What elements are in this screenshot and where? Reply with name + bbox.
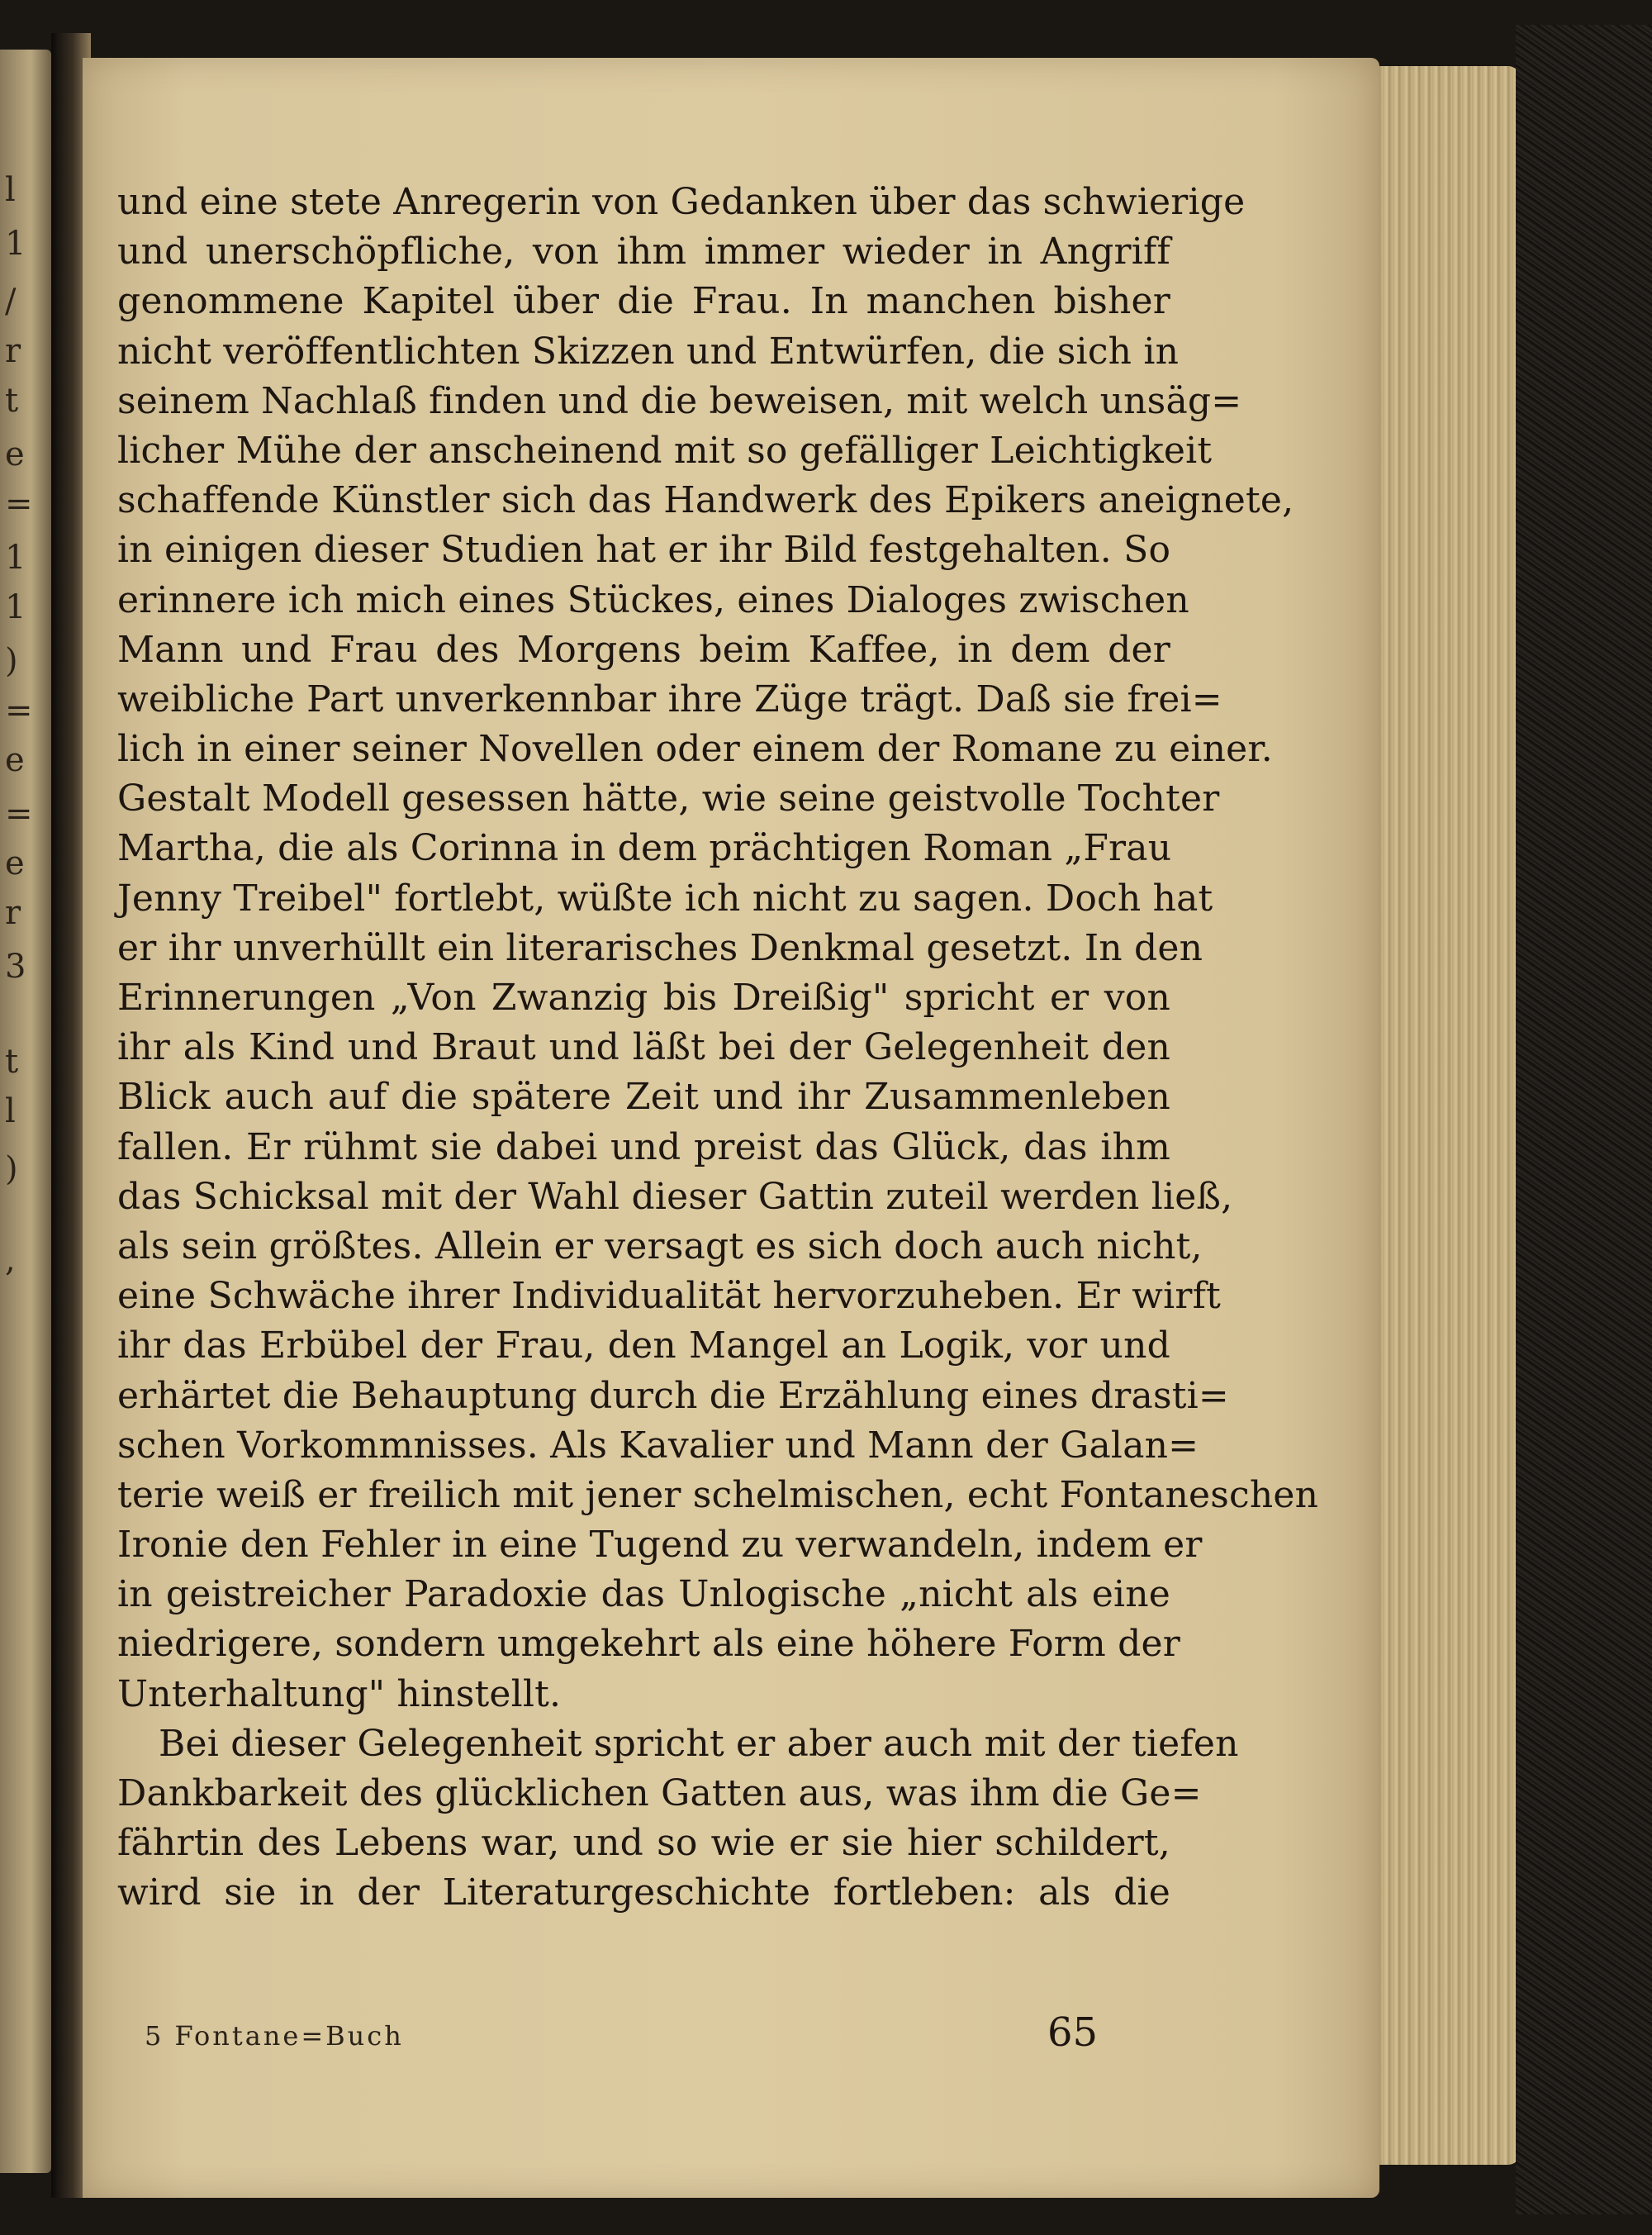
text-line: Jenny Treibel" fortlebt, wüßte ich nicht zu sagen. Doch hat (117, 877, 1213, 920)
text-line: ihr als Kind und Braut und läßt bei der Gelegenheit den (117, 1026, 1170, 1069)
left-page-fragment: t (5, 1043, 19, 1081)
text-line: fallen. Er rühmt sie dabei und preist das Glück, das ihm (117, 1125, 1170, 1168)
text-line: Gestalt Modell gesessen hätte, wie seine geistvolle Tochter (117, 777, 1220, 820)
text-line: fährtin des Lebens war, und so wie er sie hier schildert, (117, 1822, 1170, 1865)
text-line: schen Vorkommnisses. Als Kavalier und Mann der Galan= (117, 1424, 1199, 1467)
left-page-fragment: r (5, 332, 21, 370)
left-page-fragment: 3 (5, 948, 26, 986)
left-page-fragment: ) (5, 642, 18, 680)
left-page-fragment: = (5, 692, 33, 730)
text-line: schaffende Künstler sich das Handwerk des Epikers aneignete, (117, 479, 1294, 522)
text-line: in geistreicher Paradoxie das Unlogische „nicht als eine (117, 1573, 1170, 1616)
left-page-fragment: 1 (5, 225, 26, 263)
text-line: genommene Kapitel über die Frau. In manchen bisher (117, 280, 1170, 323)
left-page-fragment: l (5, 171, 16, 209)
left-page-edge (0, 50, 51, 2173)
text-line: wird sie in der Literaturgeschichte fortleben: als die (117, 1871, 1170, 1914)
left-page-fragment: e (5, 844, 25, 882)
leather-cover (1516, 25, 1652, 2214)
page-stack-edges (1363, 66, 1520, 2165)
left-page-fragment: 1 (5, 588, 26, 626)
text-line: eine Schwäche ihrer Individualität hervorzuheben. Er wirft (117, 1275, 1222, 1318)
left-page-fragment: , (5, 1241, 16, 1279)
text-line: erhärtet die Behauptung durch die Erzählung eines drasti= (117, 1374, 1229, 1417)
text-line-paragraph-end: Unterhaltung" hinstellt. (117, 1672, 562, 1715)
left-page-fragment: = (5, 485, 33, 523)
text-line: und eine stete Anregerin von Gedanken über das schwierige (117, 181, 1246, 223)
text-line-paragraph-start: Bei dieser Gelegenheit spricht er aber auch mit der tiefen (159, 1722, 1239, 1765)
text-line: Blick auch auf die spätere Zeit und ihr Zusammenleben (117, 1076, 1170, 1119)
text-line: licher Mühe der anscheinend mit so gefälliger Leichtigkeit (117, 429, 1213, 472)
text-line: Martha, die als Corinna in dem prächtigen Roman „Frau (117, 827, 1172, 870)
text-line: Mann und Frau des Morgens beim Kaffee, in dem der (117, 628, 1170, 671)
text-line: weibliche Part unverkennbar ihre Züge trägt. Daß sie frei= (117, 678, 1222, 720)
page-number: 65 (1047, 2009, 1099, 2056)
left-page-fragment: = (5, 795, 33, 833)
left-page-fragment: e (5, 741, 25, 779)
text-line: und unerschöpfliche, von ihm immer wieder in Angriff (117, 231, 1170, 273)
text-line: ihr das Erbübel der Frau, den Mangel an Logik, vor und (117, 1324, 1170, 1367)
text-line: das Schicksal mit der Wahl dieser Gattin zuteil werden ließ, (117, 1175, 1233, 1218)
text-line: seinem Nachlaß finden und die beweisen, mit welch unsäg= (117, 379, 1242, 422)
text-line: erinnere ich mich eines Stückes, eines Dialoges zwischen (117, 578, 1189, 621)
footer-signature: 5 Fontane=Buch (145, 2020, 404, 2052)
text-line: Dankbarkeit des glücklichen Gatten aus, was ihm die Ge= (117, 1772, 1202, 1814)
text-line: in einigen dieser Studien hat er ihr Bild festgehalten. So (117, 529, 1171, 572)
left-page-fragment: / (5, 283, 17, 321)
left-page-fragment: ) (5, 1150, 18, 1188)
left-page-fragment: t (5, 382, 19, 420)
text-line: Ironie den Fehler in eine Tugend zu verwandeln, indem er (117, 1524, 1203, 1567)
left-page-fragment: r (5, 894, 21, 932)
text-line: lich in einer seiner Novellen oder einem der Romane zu einer. (117, 728, 1273, 771)
text-line: als sein größtes. Allein er versagt es sich doch auch nicht, (117, 1224, 1203, 1267)
left-page-fragment: l (5, 1092, 16, 1130)
left-page-fragment: 1 (5, 539, 26, 577)
text-line: er ihr unverhüllt ein literarisches Denkmal gesetzt. In den (117, 926, 1203, 969)
text-line: Erinnerungen „Von Zwanzig bis Dreißig" spricht er von (117, 977, 1170, 1019)
text-line: terie weiß er freilich mit jener schelmischen, echt Fontaneschen (117, 1473, 1319, 1516)
left-page-fragment: e (5, 435, 25, 473)
body-text (117, 178, 1319, 1919)
text-line: nicht veröffentlichten Skizzen und Entwürfen, die sich in (117, 330, 1180, 373)
text-line: niedrigere, sondern umgekehrt als eine höhere Form der (117, 1623, 1180, 1666)
